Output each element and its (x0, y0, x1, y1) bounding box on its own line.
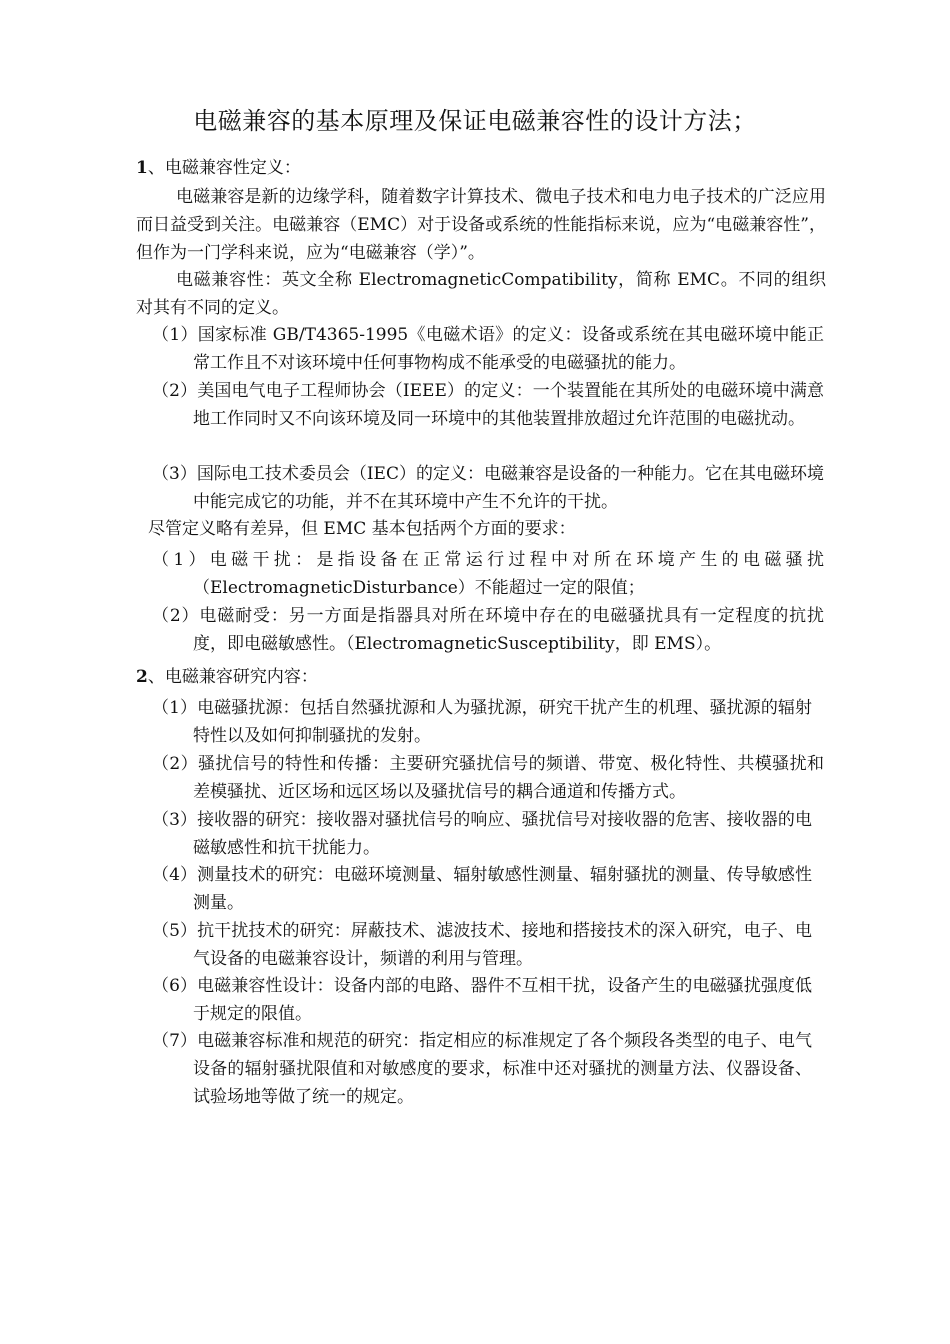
research-item-4: （4）测量技术的研究：电磁环境测量、辐射敏感性测量、辐射骚扰的测量、传导敏感性测量。 (152, 865, 812, 913)
section-2-heading-text: 、电磁兼容研究内容： (147, 667, 318, 687)
summary-line: 尽管定义略有差异，但 EMC 基本包括两个方面的要求： (148, 519, 576, 539)
research-item-3: （3）接收器的研究：接收器对骚扰信号的响应、骚扰信号对接收器的危害、接收器的电磁敏感性和抗干扰能力。 (152, 810, 812, 858)
definition-item-3: （3）国际电工技术委员会（IEC）的定义：电磁兼容是设备的一种能力。它在其电磁环境中能完成它的功能，并不在其环境中产生不允许的干扰。 (152, 464, 824, 512)
research-item-2: （2）骚扰信号的特性和传播：主要研究骚扰信号的频谱、带宽、极化特性、共模骚扰和差模骚扰、近区场和远区场以及骚扰信号的耦合通道和传播方式。 (152, 754, 824, 802)
document-title: 电磁兼容的基本原理及保证电磁兼容性的设计方法； (193, 107, 757, 135)
definition-item-1: （1）国家标准 GB/T4365-1995《电磁术语》的定义：设备或系统在其电磁环境中能正常工作且不对该环境中任何事物构成不能承受的电磁骚扰的能力。 (152, 325, 824, 373)
section-1-heading-text: 、电磁兼容性定义： (147, 158, 301, 178)
research-item-7: （7）电磁兼容标准和规范的研究：指定相应的标准规定了各个频段各类型的电子、电气设备的辐射骚扰限值和对敏感度的要求，标准中还对骚扰的测量方法、仪器设备、试验场地等做了统一的规定。 (152, 1031, 812, 1107)
section-2-number: 2 (136, 667, 148, 687)
research-item-1: （1）电磁骚扰源：包括自然骚扰源和人为骚扰源，研究干扰产生的机理、骚扰源的辐射特性以及如何抑制骚扰的发射。 (152, 698, 812, 746)
research-item-6: （6）电磁兼容性设计：设备内部的电路、器件不互相干扰，设备产生的电磁骚扰强度低于规定的限值。 (152, 976, 812, 1024)
section-1-number: 1 (136, 158, 148, 178)
section-1-heading (136, 154, 301, 182)
paragraph-emc-intro: 电磁兼容是新的边缘学科，随着数字计算技术、微电子技术和电力电子技术的广泛应用而日益受到关注。电磁兼容（EMC）对于设备或系统的性能指标来说，应为“电磁兼容性”，但作为一门学科来说，应为“电磁兼容（学）”。 (136, 187, 826, 263)
requirement-item-1: （1）电磁干扰：是指设备在正常运行过程中对所在环境产生的电磁骚扰（ElectromagneticDisturbance）不能超过一定的限值； (152, 550, 824, 598)
requirement-item-2: （2）电磁耐受：另一方面是指器具对所在环境中存在的电磁骚扰具有一定程度的抗扰度，即电磁敏感性。（ElectromagneticSusceptibility，即 EMS）。 (152, 606, 824, 654)
definition-item-2: （2）美国电气电子工程师协会（IEEE）的定义：一个装置能在其所处的电磁环境中满意地工作同时又不向该环境及同一环境中的其他装置排放超过允许范围的电磁扰动。 (152, 381, 824, 429)
section-2-heading (136, 663, 318, 691)
research-item-5: （5）抗干扰技术的研究：屏蔽技术、滤波技术、接地和搭接技术的深入研究，电子、电气设备的电磁兼容设计，频谱的利用与管理。 (152, 921, 812, 969)
paragraph-emc-definition: 电磁兼容性：英文全称 ElectromagneticCompatibility，简称 EMC。不同的组织对其有不同的定义。 (136, 270, 826, 318)
